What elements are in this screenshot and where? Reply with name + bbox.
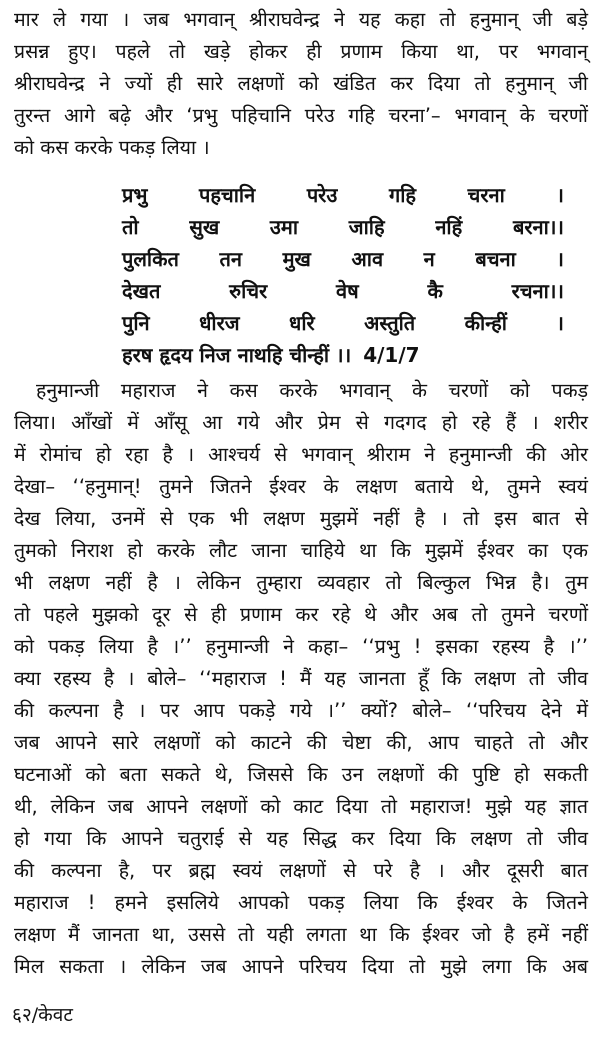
intro-line: श्रीराघवेन्द्र ने ज्यों ही सारे लक्षणों को खंडित कर दिया तो हनुमान् जी <box>14 72 588 95</box>
verse-line-last <box>122 339 548 371</box>
verse-line: पुलकित तन मुख आव न बचना । <box>122 247 564 271</box>
intro-line: तुरन्त आगे बढ़े और ‘प्रभु पहिचानि परेउ गहि चरना’– भगवान् के चरणों <box>14 104 588 127</box>
main-line: हो गया कि आपने चतुराई से यह सिद्ध कर दिया कि लक्षण तो जीव <box>14 827 588 850</box>
page-footer: ६२/केवट <box>12 1004 73 1026</box>
main-line: घटनाओं को बता सकते थे, जिससे कि उन लक्षणों की पुष्टि हो सकती <box>14 763 588 786</box>
main-line: की कल्पना है, पर ब्रह्म स्वयं लक्षणों से परे है । और दूसरी बात <box>14 859 588 882</box>
main-line: क्या रहस्य है । बोले– ‘‘महाराज ! मैं यह जानता हूँ कि लक्षण तो जीव <box>14 667 588 690</box>
main-line: को पकड़ लिया है ।’’ हनुमान्जी ने कहा– ‘‘प्रभु ! इसका रहस्य है ।’’ <box>14 635 588 658</box>
intro-line: मार ले गया । जब भगवान् श्रीराघवेन्द्र ने यह कहा तो हनुमान् जी बड़े <box>14 8 588 31</box>
verse-line: प्रभु पहचानि परेउ गहि चरना । <box>122 183 564 207</box>
main-line: देख लिया, उनमें से एक भी लक्षण मुझमें नहीं है । तो इस बात से <box>14 507 588 530</box>
verse-reference: 4/1/7 <box>363 343 420 367</box>
verse-line: देखत रुचिर वेष कै रचना।। <box>122 279 564 303</box>
main-line: महाराज ! हमने इसलिये आपको पकड़ लिया कि ईश्वर के जितने <box>14 891 588 914</box>
main-line: लक्षण मैं जानता था, उससे तो यही लगता था कि ईश्वर जो है हमें नहीं <box>14 923 588 946</box>
intro-line: को कस करके पकड़ लिया । <box>14 136 210 159</box>
verse-line: पुनि धीरज धरि अस्तुति कीन्हीं । <box>122 311 564 335</box>
main-line: देखा– ‘‘हनुमान्! तुमने जितने ईश्वर के लक्षण बताये थे, तुमने स्वयं <box>14 475 588 498</box>
main-line: की कल्पना है । पर आप पकड़े गये ।’’ क्यों? बोले– ‘‘परिचय देने में <box>14 699 588 722</box>
verse-line: तो सुख उमा जाहि नहिं बरना।। <box>122 215 564 239</box>
verse-line-text: हरष हृदय निज नाथहि चीन्हीं ।। <box>122 343 352 367</box>
main-line: लिया। आँखों में आँसू आ गये और प्रेम से गदगद हो रहे हैं । शरीर <box>14 411 588 434</box>
main-line: थी, लेकिन जब आपने लक्षणों को काट दिया तो महाराज! मुझे यह ज्ञात <box>14 795 588 818</box>
main-line: हनुमान्जी महाराज ने कस करके भगवान् के चरणों को पकड़ <box>36 379 588 402</box>
main-line: तो पहले मुझको दूर से ही प्रणाम कर रहे थे और अब तो तुमने चरणों <box>14 603 588 626</box>
main-line: जब आपने सारे लक्षणों को काटने की चेष्टा की, आप चाहते तो और <box>14 731 588 754</box>
main-line: तुमको निराश हो करके लौट जाना चाहिये था कि मुझमें ईश्वर का एक <box>14 539 588 562</box>
main-line: में रोमांच हो रहा है । आश्चर्य से भगवान् श्रीराम ने हनुमान्जी की ओर <box>14 443 588 466</box>
main-line: मिल सकता । लेकिन जब आपने परिचय दिया तो मुझे लगा कि अब <box>14 955 588 978</box>
main-line: भी लक्षण नहीं है । लेकिन तुम्हारा व्यवहार तो बिल्कुल भिन्न है। तुम <box>14 571 588 594</box>
intro-line: प्रसन्न हुए। पहले तो खड़े होकर ही प्रणाम किया था, पर भगवान् <box>14 40 588 63</box>
